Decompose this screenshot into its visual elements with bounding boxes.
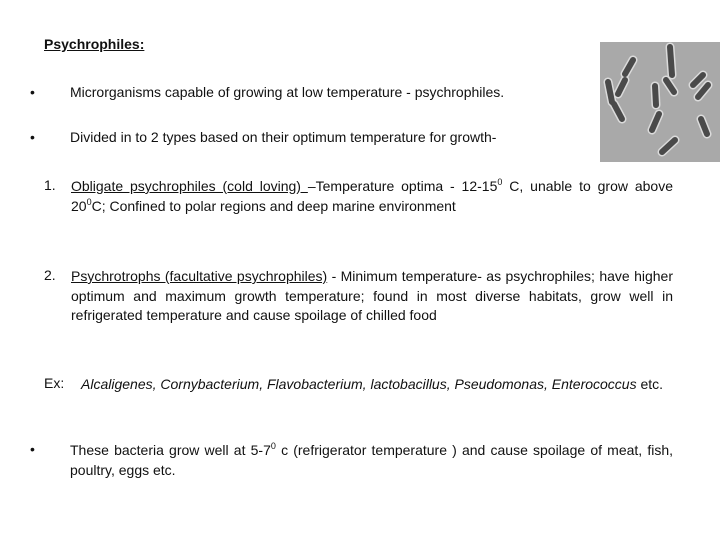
example-label: Ex: (44, 375, 65, 391)
item-number: 1. (44, 177, 56, 193)
example-text (71, 375, 673, 395)
bacteria-micrograph-image (600, 42, 720, 162)
page-title: Psychrophiles: (44, 36, 145, 52)
item-text: C, unable to grow above 20 (71, 178, 673, 214)
item-number: 2. (44, 267, 56, 283)
psychrotrophs-item (71, 267, 673, 326)
organism-list: Alcaligenes, Cornybacterium, Flavobacterium, lactobacillus, Pseudomonas, Enterococcus (81, 376, 637, 392)
bullet-text-part: c (refrigerator temperature ) and cause spoilage of meat, fish, poultry, eggs etc. (70, 442, 673, 478)
obligate-psychrophiles-item (71, 177, 673, 216)
item-heading: Obligate psychrophiles (cold loving) (71, 178, 308, 194)
superscript: 0 (497, 177, 503, 187)
bullet-text (70, 441, 673, 480)
bullet-text: Divided in to 2 types based on their optimum temperature for growth- (70, 129, 497, 145)
bullet-icon: • (30, 84, 35, 100)
superscript: 0 (270, 441, 276, 451)
superscript: 0 (86, 196, 92, 207)
item-text: –Temperature optima - 12-15 (307, 178, 498, 194)
bullet-icon: • (30, 129, 35, 145)
item-heading: Psychrotrophs (facultative psychrophiles) (71, 268, 328, 284)
bullet-text: Microrganisms capable of growing at low temperature - psychrophiles. (70, 84, 505, 100)
bullet-icon: • (30, 441, 35, 457)
example-suffix: etc. (636, 376, 664, 392)
item-text: - Minimum temperature- as psychrophiles; have higher optimum and maximum growth temperature; found in most diverse habitats, grow well in refrigerated temperature and cause spoilage of chilled food (71, 268, 673, 323)
bullet-text-part: These bacteria grow well at 5-7 (70, 442, 271, 458)
item-text: C; Confined to polar regions and deep marine environment (91, 197, 456, 214)
